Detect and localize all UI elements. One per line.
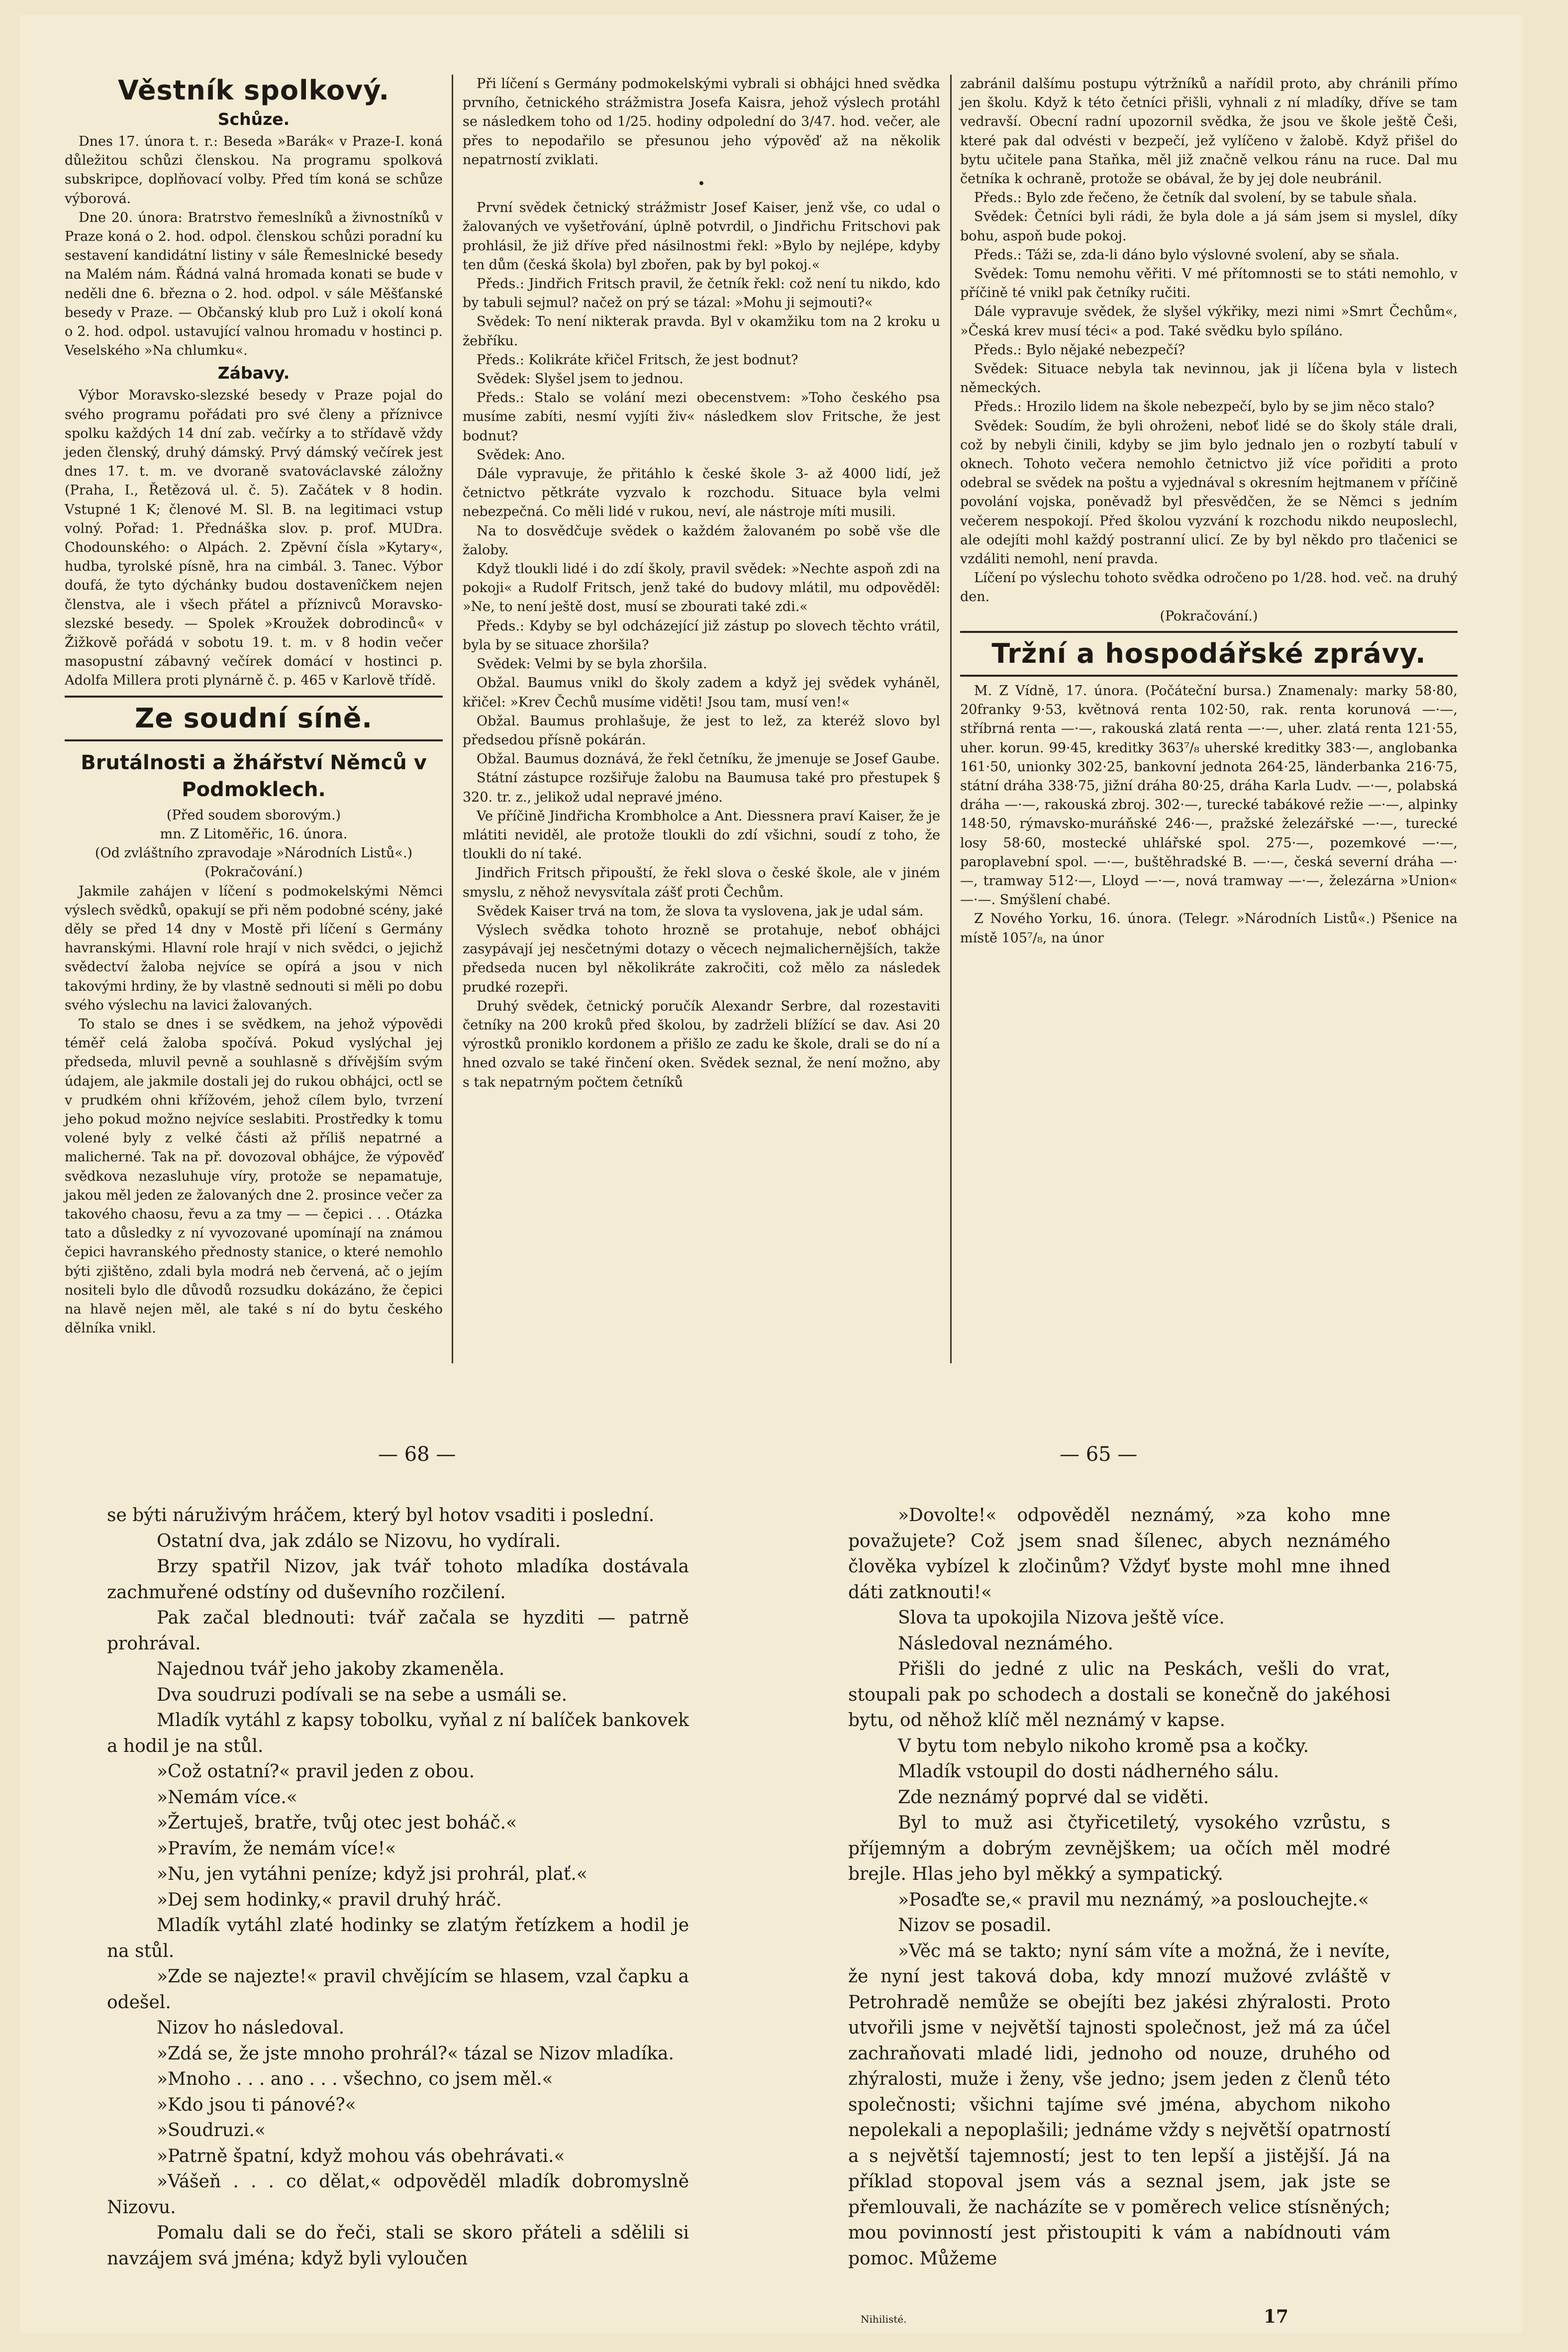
paragraph: V bytu tom nebylo nikoho kromě psa a kočky.	[898, 1736, 1309, 1756]
divider	[65, 696, 443, 698]
continued-note: (Pokračování.)	[1160, 608, 1258, 624]
paragraph: Líčení po výslechu tohoto svědka odročeno po 1/28. hod. več. na druhý den.	[960, 570, 1458, 605]
paragraph: Najednou tvář jeho jakoby zkameněla.	[157, 1659, 505, 1679]
paragraph: První svědek četnický strážmistr Josef Kaiser, jenž vše, co udal o žalovaných ve vyšetřování, úplně potvrdil, o Jindřichu Fritschovi pak prohlásil, že již dříve před násilnostmi řekl: »Bylo by nejlépe, kdyby ten dům (česká škola) byl zbořen, pak by byl pokoj.«	[463, 200, 940, 273]
meta-line: (Před soudem sborovým.)	[166, 807, 341, 823]
paragraph: Předs.: Kdyby se byl odcházející již zástup po slovech těchto vrátil, byla by se situace zhoršila?	[463, 618, 940, 653]
paragraph: »Mnoho . . . ano . . . všechno, co jsem měl.«	[157, 2069, 553, 2089]
paragraph: Svědek: Tomu nemohu věřiti. V mé přítomnosti se to státi nemohlo, v příčině té vnikl pak četníky ručiti.	[960, 266, 1458, 301]
paragraph: »Zde se najezte!« pravil chvějícím se hlasem, vzal čapku a odešel.	[107, 1966, 689, 2013]
paragraph: Mladík vstoupil do dosti nádherného sálu.	[898, 1761, 1279, 1782]
paragraph: Mladík vytáhl zlaté hodinky se zlatým řetízkem a hodil je na stůl.	[107, 1915, 689, 1961]
newspaper-top	[65, 75, 1477, 1363]
divider	[960, 675, 1458, 677]
paragraph: Přišli do jedné z ulic na Peskách, vešli do vrat, stoupali pak po schodech a dostali se konečně do jakéhosi bytu, od něhož klíč měl neznámý v kapse.	[848, 1659, 1390, 1731]
paragraph: zabránil dalšímu postupu výtržníků a nařídil proto, aby chránili přímo jen školu. Když k této četníci přišli, vyhnali z ní mladíky, dříve se tam vedravší. Obecní radní upozornil svědka, že jsou ve škole ještě Češi, které pak dal odvésti v bezpečí, jež vylíčeno v žalobě. Když přišel do bytu učitele pana Staňka, měl již značně velkou ránu na ruce. Dal mu četníka k ochraně, protože se obával, že by jej dole neubránil.	[960, 76, 1458, 187]
paragraph: Předs.: Stalo se volání mezi obecenstvem: »Toho českého psa musíme zabíti, nesmí vyjíti živ« následkem slov Fritsche, že jest bodnut?	[463, 390, 940, 444]
page-number-left: — 68 —	[378, 1443, 456, 1466]
paragraph: »Soudruzi.«	[157, 2120, 266, 2141]
paragraph: Nizov se posadil.	[898, 1915, 1052, 1936]
paragraph: Předs.: Bylo nějaké nebezpečí?	[974, 342, 1185, 358]
column-1	[65, 75, 443, 1338]
paragraph: Pomalu dali se do řeči, stali se skoro přáteli a sdělili si navzájem svá jména; když byli vyloučen	[107, 2223, 689, 2269]
market-report: Z Nového Yorku, 16. února. (Telegr. »Národních Listů«.) Pšenice na místě 105⁷/₈, na únor	[960, 911, 1458, 946]
book-page-left	[107, 1503, 689, 2271]
column-rule	[452, 75, 453, 1363]
meta-line: (Od zvláštního zpravodaje »Národních Listů«.)	[95, 845, 413, 861]
section-title: Tržní a hospodářské zprávy.	[991, 637, 1426, 669]
paragraph: Předs.: Jindřich Fritsch pravil, že četník řekl: což není tu nikdo, kdo by tabuli sejmul? načež on prý se tázal: »Mohu ji sejmouti?«	[463, 276, 940, 311]
paragraph: Svědek: Situace nebyla tak nevinnou, jak ji líčena byla v listech německých.	[960, 361, 1458, 396]
paragraph: »Kdo jsou ti pánové?«	[157, 2094, 356, 2115]
column-3	[960, 75, 1458, 948]
paragraph: Předs.: Kolikráte křičel Fritsch, že jest bodnut?	[477, 352, 798, 368]
section-title: Ze soudní síně.	[135, 702, 373, 734]
paragraph: Svědek: Soudím, že byli ohroženi, neboť lidé se do školy stále drali, což by nebyli činili, kdyby se jim bylo jednalo jen o rozbytí tabulí v oknech. Tohoto večera nemohlo četnictvo již více pořiditi a proto odebral se svědek na poštu a vyjednával s okresním hejtmanem v příčině povolání vojska, poněvadž byl přesvědčen, že se Němci s jedním večerem nespokojí. Před školou vyzvání k rozchodu nikdo neuposlechl, ale odejíti mohl každý postranní ulicí. Ze by byl někdo pro tlačenici se vzdáliti nemohl, není pravda.	[960, 418, 1458, 567]
paragraph: »Což ostatní?« pravil jeden z obou.	[157, 1761, 475, 1782]
footer-title: Nihilisté.	[861, 2313, 907, 2325]
column-2	[463, 75, 940, 1092]
paragraph: Slova ta upokojila Nizova ještě více.	[898, 1608, 1225, 1628]
paragraph: Svědek Kaiser trvá na tom, že slova ta vyslovena, jak je udal sám.	[477, 903, 924, 919]
article-title: Brutálnosti a žhářství Němců v Podmoklech.	[81, 751, 427, 801]
paragraph: Dále vypravuje svědek, že slyšel výkřiky, mezi nimi »Smrt Čechům«, »Česká krev musí téci« a pod. Také svědku bylo spíláno.	[960, 304, 1458, 339]
paragraph: »Žertuješ, bratře, tvůj otec jest boháč.«	[157, 1813, 517, 1833]
paragraph: To stalo se dnes i se svědkem, na jehož výpovědi téměř celá žaloba spočívá. Pokud vyslýchal jej předseda, mluvil pevně a souhlasně s dřívějším svým údajem, ale jakmile dostali jej do rukou obhájci, octl se v prudkém ohni křížovém, jehož cílem bylo, tvrzení jeho pokud možno nejvíce seslabiti. Prostředky k tomu volené byly z velké části až příliš nepatrné a malicherné. Tak na př. dovozoval obhájce, že výpověď svědkova nezasluhuje víry, protože se nepamatuje, jakou měl jeden ze žalovaných dne 2. prosince večer za takového chaosu, řevu a za tmy — — čepici . . . Otázka tato a důsledky z ní vyvozované upomínají na známou čepici havranského přednosty stanice, o které nemohlo býti zjištěno, zdali byla modrá neb červená, ač o jejím nositeli bylo dle důvodů rozsudku dokázáno, že čepici na hlavě nejen měl, ale také s ní do bytu českého dělníka vnikl.	[65, 1016, 443, 1336]
paragraph: Následoval neznámého.	[898, 1633, 1113, 1654]
paragraph: Brzy spatřil Nizov, jak tvář tohoto mladíka dostávala zachmuřené odstíny od duševního rozčilení.	[107, 1556, 689, 1603]
column-rule	[950, 75, 952, 1363]
paragraph: Dále vypravuje, že přitáhlo k české škole 3- až 4000 lidí, jež četnictvo pětkráte vyzvalo k rozchodu. Situace byla velmi nebezpečná. Co měli lidé v rukou, neví, ale nástroje míti musili.	[463, 466, 940, 520]
subsection-title: Zábavy.	[217, 363, 290, 383]
paragraph: Svědek: Slyšel jsem to jednou.	[477, 371, 684, 387]
divider	[65, 739, 443, 741]
paragraph: »Vášeň . . . co dělat,« odpověděl mladík dobromyslně Nizovu.	[107, 2171, 689, 2218]
paragraph: Svědek: To není nikterak pravda. Byl v okamžiku tom na 2 kroku u žebříku.	[463, 314, 940, 349]
paragraph: »Dej sem hodinky,« pravil druhý hráč.	[157, 1889, 502, 1910]
paragraph: Nizov ho následoval.	[157, 2018, 345, 2038]
paragraph: Dva soudruzi podívali se na sebe a usmáli se.	[157, 1684, 568, 1705]
meta-line: mn. Z Litoměřic, 16. února.	[160, 826, 348, 842]
paragraph: Předs.: Hrozilo lidem na škole nebezpečí, bylo by se jim něco stalo?	[974, 399, 1435, 415]
paragraph: se býti náruživým hráčem, který byl hotov vsaditi i poslední.	[107, 1505, 655, 1526]
paragraph: Ve příčině Jindřicha Krombholce a Ant. Diessnera praví Kaiser, že je mlátiti neviděl, ale protože tloukli do zdí všichni, soudí z toho, že tloukli do ní také.	[463, 808, 940, 862]
section-title: Věstník spolkový.	[117, 75, 390, 106]
divider	[960, 631, 1458, 633]
paragraph: Druhý svědek, četnický poručík Alexandr Serbre, dal rozestaviti četníky na 200 kroků před školou, by zadrželi blížící se dav. Asi 20 výrostků proniklo kordonem a přišlo ze zadu ke škole, drali se do ní a hned ozvalo se také řinčení oken. Svědek seznal, že není možno, aby s tak nepatrným počtem četníků	[463, 998, 940, 1090]
subsection-title: Schůze.	[217, 109, 290, 129]
paragraph: »Patrně špatní, když mohou vás obehrávati.«	[157, 2146, 565, 2166]
paragraph: Svědek: Ano.	[477, 447, 566, 463]
paragraph: Jindřich Fritsch připouští, že řekl slova o české škole, ale v jiném smyslu, z něhož nevysvítala zášť proti Čechům.	[463, 865, 940, 900]
paragraph: Dne 20. února: Bratrstvo řemeslníků a živnostníků v Praze koná o 2. hod. odpol. členskou schůzi poradní ku sestavení kandidátní listiny v sále Řemeslnické besedy na Malém nám. Řádná valná hromada konati se bude v neděli dne 6. března o 2. hod. odpol. v sále Měšťanské besedy v Praze. — Občanský klub pro Luž i okolí koná o 2. hod. odpol. ustavující valnou hromadu v hostinci p. Veselského »Na chlumku«.	[65, 209, 443, 359]
paragraph: Byl to muž asi čtyřicetiletý, vysokého vzrůstu, s příjemným a dobrým zevnějškem; ua očích měl modré brejle. Hlas jeho byl měkký a sympatický.	[848, 1813, 1390, 1884]
paragraph: Když tloukli lidé i do zdí školy, pravil svědek: »Nechte aspoň zdi na pokoji« a Rudolf Fritsch, jenž také do budovy mlátil, mu odpověděl: »Ne, to není ještě dost, musí se zbourati také zdi.«	[463, 561, 940, 615]
paragraph: Mladík vytáhl z kapsy tobolku, vyňal z ní balíček bankovek a hodil je na stůl.	[107, 1710, 689, 1756]
paragraph: Výslech svědka tohoto hrozně se protahuje, neboť obhájci zasypávají jej nesčetnými dotazy o věcech nejmalichernějších, takže předseda nucen byl několikráte zakročiti, což mělo za následek prudké rozepři.	[463, 922, 940, 995]
paragraph: Pak začal blednouti: tvář začala se hyzditi — patrně prohrával.	[107, 1608, 689, 1654]
footer-page-number: 17	[1264, 2306, 1289, 2327]
paragraph: Na to dosvědčuje svědek o každém žalovaném po sobě vše dle žaloby.	[463, 523, 940, 558]
paragraph: Jakmile zahájen v líčení s podmokelskými Němci výslech svědků, opakují se při něm podobné scény, jaké děly se před 14 dny v Mostě při líčení s Germány havranskými. Hlavní role hrají v nich svědci, o jejichž svědectví žaloba nejvíce se opírá a jsou v nich takovými hrdiny, že by vlastně sednouti si měli po dobu svého výslechu na lavici žalovaných.	[65, 883, 443, 1013]
paragraph: »Posaďte se,« pravil mu neznámý, »a poslouchejte.«	[898, 1889, 1369, 1910]
separator-dot: •	[697, 176, 705, 192]
paragraph: Obžal. Baumus doznává, že řekl četníku, že jmenuje se Josef Gaube.	[477, 751, 940, 767]
meta-line: (Pokračování.)	[204, 864, 303, 880]
paragraph: Při líčení s Germány podmokelskými vybrali si obhájci hned svědka prvního, četnického strážmistra Josefa Kaisra, jehož výslech protáhl se následkem toho od 1/25. hodiny odpolední do 3/47. hod. večer, ale přes to nepodařilo se přesunou jeho výpověď až na několik nepatrností zviklati.	[463, 76, 940, 168]
paragraph: Svědek: Velmi by se byla zhoršila.	[477, 656, 707, 672]
paragraph: Výbor Moravsko-slezské besedy v Praze pojal do svého programu pořádati pro své členy a příznivce spolku každých 14 dní zab. večírky a to střídavě vždy jeden členský, druhý dámský. Prvý dámský večírek jest dnes 17. t. m. ve dvoraně svatováclavské záložny (Praha, I., Řetězová ul. č. 5). Začátek v 8 hodin. Vstupné 1 K; členové M. Sl. B. na legitimaci vstup volný. Pořad: 1. Přednáška slov. p. prof. MUDra. Chodounského: o Alpách. 2. Zpěvní čísla »Kytary«, hudba, tyrolské písně, hra na cimbál. 3. Tanec. Výbor doufá, že tyto dýchánky budou dostavenîčkem nejen členstva, ale i všech přátel a příznivců Moravsko-slezské besedy. — Spolek »Kroužek dobrodinců« v Žižkově pořádá v sobotu 19. t. m. v 8 hodin večer masopustní zábavný večírek domácí v hostinci p. Adolfa Millera proti plynárně č. p. 465 v Karlově třídě.	[65, 388, 443, 689]
page-number-right: — 65 —	[1060, 1443, 1138, 1466]
paragraph: Obžal. Baumus prohlašuje, že jest to lež, za kteréž slovo byl předsedou přísně pokárán.	[463, 713, 940, 748]
paragraph: Obžal. Baumus vnikl do školy zadem a když jej svědek vyháněl, křičel: »Krev Čechů musíme viděti! Jsou tam, musí ven!«	[463, 675, 940, 710]
paragraph: Ostatní dva, jak zdálo se Nizovu, ho vydírali.	[157, 1531, 561, 1551]
paragraph: Dnes 17. února t. r.: Beseda »Barák« v Praze-I. koná důležitou schůzi členskou. Na programu spolková subskripce, doplňovací volby. Před tím koná se schůze výborová.	[65, 134, 443, 206]
paragraph: »Zdá se, že jste mnoho prohrál?« tázal se Nizov mladíka.	[157, 2043, 674, 2064]
book-page-right	[848, 1503, 1390, 2271]
paragraph: Státní zástupce rozšiřuje žalobu na Baumusa také pro přestupek § 320. tr. z., jelikož udal nepravé jméno.	[463, 770, 940, 805]
paragraph: Předs.: Táži se, zda-li dáno bylo výslovné svolení, aby se sňala.	[974, 247, 1400, 263]
paragraph: »Nu, jen vytáhni peníze; když jsi prohrál, plať.«	[157, 1864, 588, 1884]
paragraph: Zde neznámý poprvé dal se viděti.	[898, 1787, 1209, 1808]
paragraph: »Věc má se takto; nyní sám víte a možná, že i nevíte, že nyní jest taková doba, kdy mnozí mužové zvláště v Petrohradě nemůže se obejíti bez jakési zhýralosti. Proto utvořili jsme v největší tajnosti společnost, jež má za účel zachraňovati mladé lidi, jednoho od nouze, druhého od zhýralosti, muže i ženy, vše jedno; jsem jeden z členů této společnosti; všichni tajíme své jména, abychom nikoho nepolekali a nepoplašili; jednáme vždy s největší opatrností a s největší tajemností; jest to ten lepší a jistější. Já na příklad stopoval jsem vás a seznal jsem, jak jste se přemlouvali, že nacházíte se v poměrech velice stísněných; mou povinností jest přistoupiti k vám a nabídnouti vám pomoc. Můžeme	[848, 1941, 1390, 2269]
paragraph: »Nemám více.«	[157, 1787, 297, 1808]
paragraph: Svědek: Četníci byli rádi, že byla dole a já sám jsem si myslel, díky bohu, aspoň bude pokoj.	[960, 209, 1458, 244]
market-report: M. Z Vídně, 17. února. (Počáteční bursa.) Znamenaly: marky 58·80, 20franky 9·53, květnová renta 102·50, rak. renta korunová —·—, stříbrná renta —·—, rakouská zlatá renta —·—, uher. zlatá renta 121·55, uher. korun. 99·45, kreditky 363⁷/₈ uherské kreditky 383·—, anglobanka 161·50, unionky 302·25, bankovní jednota 264·25, länderbanka 216·75, státní dráha 338·75, jižní dráha 80·25, dráha Karla Ludv. —·—, polabská dráha —·—, rakouská zbroj. 302·—, turecké tabákové režie —·—, alpinky 148·50, rýmavsko-muráňské 246·—, pražské železářské —·—, turecké losy 58·60, mostecké uhlářské spol. 275·—, pozemkové —·—, paroplavební spol. —·—, buštěhradské B. —·—, česká severní dráha —·—, tramway 512·—, Lloyd —·—, nová tramway —·—, železárna »Union« —·—. Smýšlení chabé.	[960, 683, 1458, 908]
paragraph: »Dovolte!« odpověděl neznámý, »za koho mne považujete? Což jsem snad šílenec, abych neznámého člověka vybízel k zločinům? Vždyť byste mohl mne ihned dáti zatknouti!«	[848, 1505, 1390, 1603]
paragraph: »Pravím, že nemám více!«	[157, 1838, 396, 1859]
paragraph: Předs.: Bylo zde řečeno, že četník dal svolení, by se tabule sňala.	[974, 190, 1417, 206]
